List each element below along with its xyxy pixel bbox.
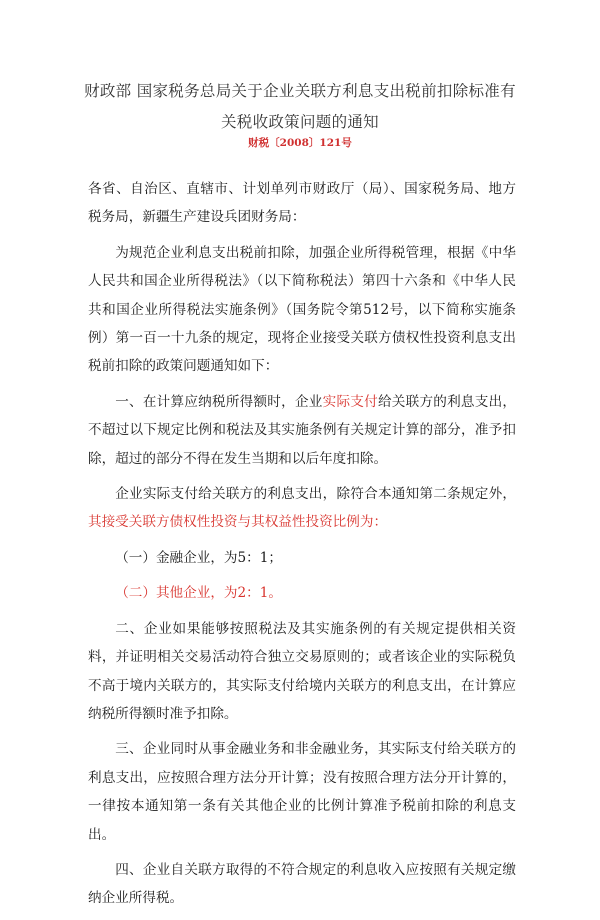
ratio-financial-line: （一）金融企业，为5：1； [115, 549, 283, 566]
item-1-text-before: 一、在计算应纳税所得额时，企业 [115, 393, 323, 410]
item-3-paragraph: 三、企业同时从事金融业务和非金融业务，其实际支付给关联方的利息支出，应按照合理方法分开计算；没有按照合理方法分开计算的，一律按本通知第一条有关其他企业的比例计算准予税前扣除的利息支出。 [88, 741, 516, 843]
document-title: 财政部 国家税务总局关于企业关联方利息支出税前扣除标准有关税收政策问题的通知 [84, 82, 516, 131]
ratio-intro-highlight: 其接受关联方债权性投资与其权益性投资比例为： [88, 514, 388, 531]
document-body [88, 175, 516, 920]
ratio-intro-paragraph [88, 480, 516, 537]
ratio-other-line: （二）其他企业，为2：1。 [115, 585, 283, 602]
item-1-paragraph [88, 388, 516, 473]
item-2-paragraph: 二、企业如果能够按照税法及其实施条例的有关规定提供相关资料，并证明相关交易活动符合独立交易原则的；或者该企业的实际税负不高于境内关联方的，其实际支付给境内关联方的利息支出，在计算应纳税所得额时准予扣除。 [88, 620, 516, 722]
ratio-intro-text: 企业实际支付给关联方的利息支出，除符合本通知第二条规定外， [115, 486, 516, 503]
item-1-text-after: 给关联方的利息支出，不超过以下规定比例和税法及其实施条例有关规定计算的部分，准予扣除，超过的部分不得在发生当期和以后年度扣除。 [88, 393, 517, 467]
item-4-paragraph: 四、企业自关联方取得的不符合规定的利息收入应按照有关规定缴纳企业所得税。 [88, 861, 516, 907]
intro-paragraph: 为规范企业利息支出税前扣除，加强企业所得税管理，根据《中华人民共和国企业所得税法》（以下简称税法）第四十六条和《中华人民共和国企业所得税法实施条例》（国务院令第512号，以下简称实施条例）第一百一十九条的规定，现将企业接受关联方债权性投资利息支出税前扣除的政策问题通知如下： [88, 244, 516, 375]
item-1-highlight: 实际支付 [322, 393, 378, 410]
document-number: 财税〔2008〕121号 [248, 137, 352, 149]
addressee-paragraph: 各省、自治区、直辖市、计划单列市财政厅（局）、国家税务局、地方税务局，新疆生产建设兵团财务局： [88, 181, 516, 226]
